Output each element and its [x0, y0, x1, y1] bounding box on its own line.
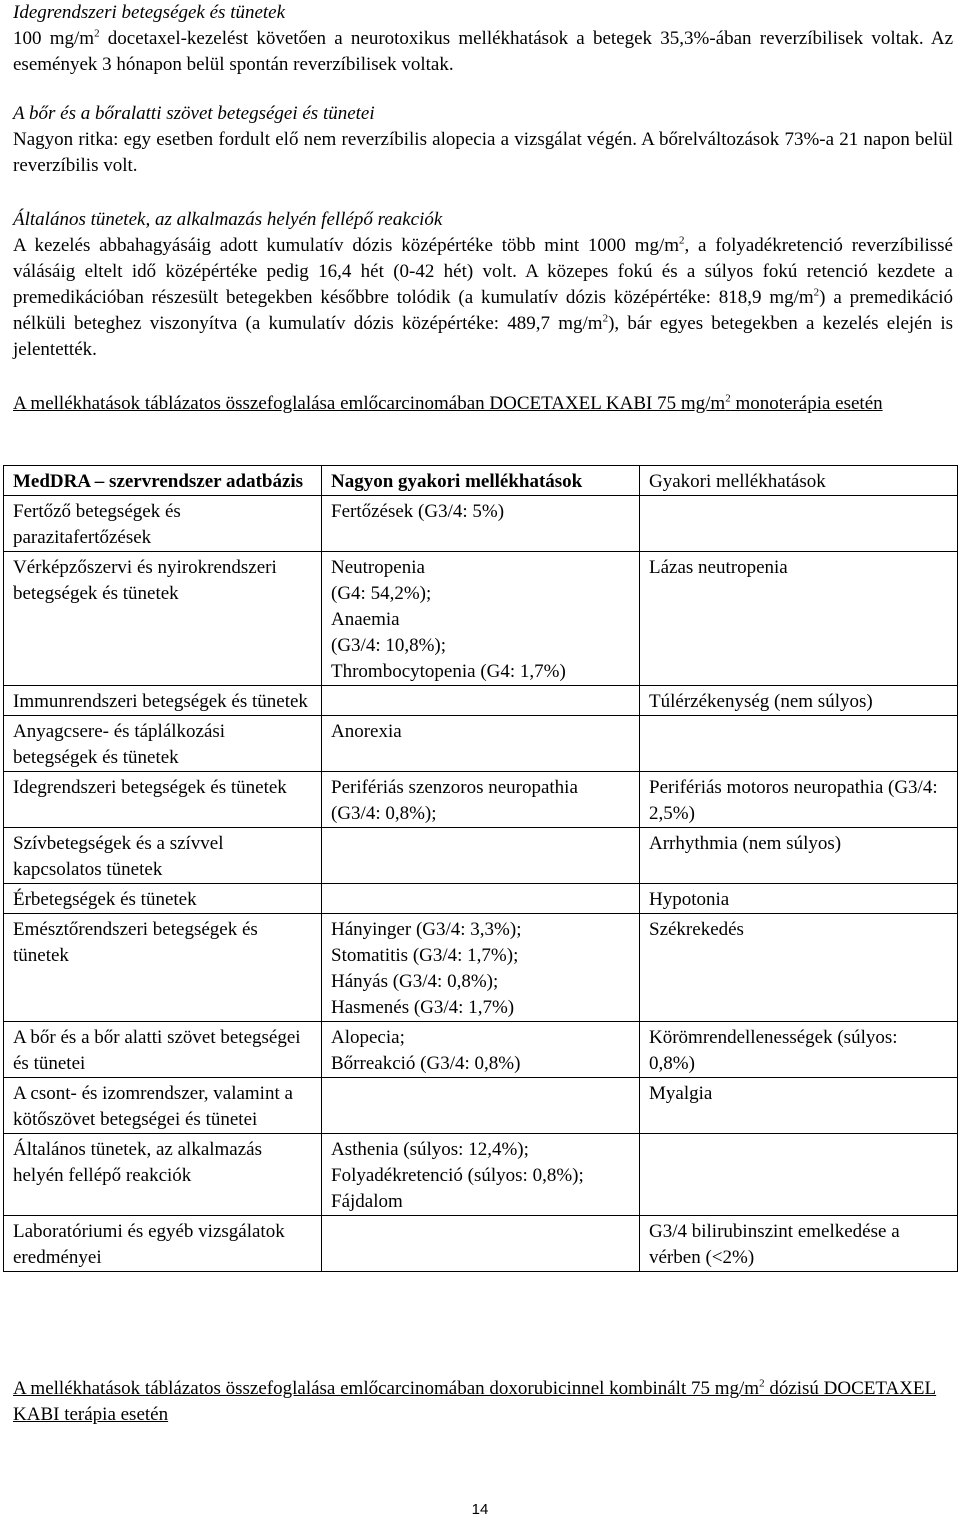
cell-common: Perifériás motoros neuropathia (G3/4: 2,5%) — [640, 772, 958, 828]
section-skin — [13, 101, 953, 179]
header-cell-soc: MedDRA – szervrendszer adatbázis — [4, 466, 322, 496]
cell-very-common: Asthenia (súlyos: 12,4%); Folyadékretenció (súlyos: 0,8%); Fájdalom — [322, 1134, 640, 1216]
table-row — [4, 1078, 958, 1134]
superscript: 2 — [679, 234, 685, 247]
table-title-2 — [13, 1376, 953, 1428]
cell-common: Arrhythmia (nem súlyos) — [640, 828, 958, 884]
table-row — [4, 686, 958, 716]
superscript: 2 — [602, 312, 609, 325]
text-part: dózisú DOCETAXEL KABI terápia esetén — [13, 1378, 937, 1425]
table-row — [4, 884, 958, 914]
table-row — [4, 772, 958, 828]
cell-common: Túlérzékenység (nem súlyos) — [640, 686, 958, 716]
cell-common — [640, 716, 958, 772]
superscript: 2 — [759, 1377, 765, 1390]
cell-very-common — [322, 1216, 640, 1272]
cell-soc: A bőr és a bőr alatti szövet betegségei és tünetei — [4, 1022, 322, 1078]
table-row — [4, 828, 958, 884]
cell-very-common — [322, 1078, 640, 1134]
table-header-row — [4, 466, 958, 496]
table-title-text — [13, 391, 953, 417]
section-general — [13, 207, 953, 363]
cell-soc: Laboratóriumi és egyéb vizsgálatok eredményei — [4, 1216, 322, 1272]
table-title — [13, 391, 953, 417]
text-part: A mellékhatások táblázatos összefoglalása emlőcarcinomában DOCETAXEL KABI 75 mg/m — [13, 393, 726, 414]
cell-common: Körömrendellenességek (súlyos: 0,8%) — [640, 1022, 958, 1078]
table-row — [4, 552, 958, 686]
cell-very-common — [322, 884, 640, 914]
cell-common: G3/4 bilirubinszint emelkedése a vérben (<2%) — [640, 1216, 958, 1272]
text-part: ) a premedikáció nélküli beteghez viszonyítva (a kumulatív dózis középértéke: 489,7 mg/m — [13, 287, 954, 334]
cell-common: Hypotonia — [640, 884, 958, 914]
cell-soc: Szívbetegségek és a szívvel kapcsolatos tünetek — [4, 828, 322, 884]
superscript: 2 — [725, 392, 731, 405]
cell-very-common: Alopecia; Bőrreakció (G3/4: 0,8%) — [322, 1022, 640, 1078]
adverse-reactions-table — [3, 465, 958, 1272]
section-text: Nagyon ritka: egy esetben fordult elő nem reverzíbilis alopecia a vizsgálat végén. A bőrelváltozások 73%-a 21 napon belül reverzíbilis volt. — [13, 129, 953, 176]
cell-very-common: Neutropenia (G4: 54,2%); Anaemia (G3/4: 10,8%); Thrombocytopenia (G4: 1,7%) — [322, 552, 640, 686]
cell-very-common: Anorexia — [322, 716, 640, 772]
cell-common — [640, 1134, 958, 1216]
header-cell-common: Gyakori mellékhatások — [640, 466, 958, 496]
superscript: 2 — [813, 286, 820, 299]
text-part: A kezelés abbahagyásáig adott kumulatív dózis középértéke több mint 1000 mg/m — [13, 235, 680, 256]
cell-very-common: Fertőzések (G3/4: 5%) — [322, 496, 640, 552]
text-part: monoterápia esetén — [730, 393, 883, 414]
cell-common: Lázas neutropenia — [640, 552, 958, 686]
header-cell-very-common: Nagyon gyakori mellékhatások — [322, 466, 640, 496]
text-part: 100 mg/m — [13, 28, 95, 49]
table-row — [4, 1216, 958, 1272]
cell-soc: Idegrendszeri betegségek és tünetek — [4, 772, 322, 828]
table-row — [4, 1022, 958, 1078]
text-part: ), bár egyes betegekben a kezelés elején is jelentették. — [13, 313, 953, 360]
table-title-text — [13, 1376, 953, 1428]
table-row — [4, 1134, 958, 1216]
cell-soc: Vérképzőszervi és nyirokrendszeri betegségek és tünetek — [4, 552, 322, 686]
cell-common: Myalgia — [640, 1078, 958, 1134]
section-nervous — [13, 0, 953, 78]
cell-very-common — [322, 686, 640, 716]
cell-soc: A csont- és izomrendszer, valamint a kötőszövet betegségei és tünetei — [4, 1078, 322, 1134]
cell-soc: Általános tünetek, az alkalmazás helyén fellépő reakciók — [4, 1134, 322, 1216]
cell-common — [640, 496, 958, 552]
table-row — [4, 716, 958, 772]
cell-soc: Anyagcsere- és táplálkozási betegségek és tünetek — [4, 716, 322, 772]
text-part: docetaxel-kezelést követően a neurotoxikus mellékhatások a betegek 35,3%-ában reverzíbilisek voltak. Az események 3 hónapon belül spontán reverzíbilisek voltak. — [13, 28, 953, 75]
cell-soc: Emésztőrendszeri betegségek és tünetek — [4, 914, 322, 1022]
cell-soc: Immunrendszeri betegségek és tünetek — [4, 686, 322, 716]
text-part: , a folyadékretenció reverzíbilissé válásáig eltelt idő középértéke pedig 16,4 hét (0-42 hét) volt. A közepes fokú és a súlyos fokú retenció kezdete a premedikációban részesült betegekben későbbre tolódik (a kumulatív dózis középértéke: 818,9 mg/m — [13, 235, 953, 308]
section-heading: Idegrendszeri betegségek és tünetek — [13, 2, 286, 23]
page-number: 14 — [471, 1501, 489, 1518]
section-heading: A bőr és a bőralatti szövet betegségei és tünetei — [13, 103, 375, 124]
cell-very-common: Hányinger (G3/4: 3,3%); Stomatitis (G3/4: 1,7%); Hányás (G3/4: 0,8%); Hasmenés (G3/4: 1,7%) — [322, 914, 640, 1022]
section-text — [13, 26, 953, 78]
superscript: 2 — [94, 27, 100, 40]
cell-very-common: Perifériás szenzoros neuropathia (G3/4: 0,8%); — [322, 772, 640, 828]
section-heading: Általános tünetek, az alkalmazás helyén fellépő reakciók — [13, 209, 443, 230]
cell-common: Székrekedés — [640, 914, 958, 1022]
section-text — [13, 233, 953, 363]
table-row — [4, 914, 958, 1022]
text-part: A mellékhatások táblázatos összefoglalása emlőcarcinomában doxorubicinnel kombinált 75 mg/m — [13, 1378, 760, 1399]
cell-soc: Fertőző betegségek és parazitafertőzések — [4, 496, 322, 552]
cell-very-common — [322, 828, 640, 884]
table-row — [4, 496, 958, 552]
cell-soc: Érbetegségek és tünetek — [4, 884, 322, 914]
